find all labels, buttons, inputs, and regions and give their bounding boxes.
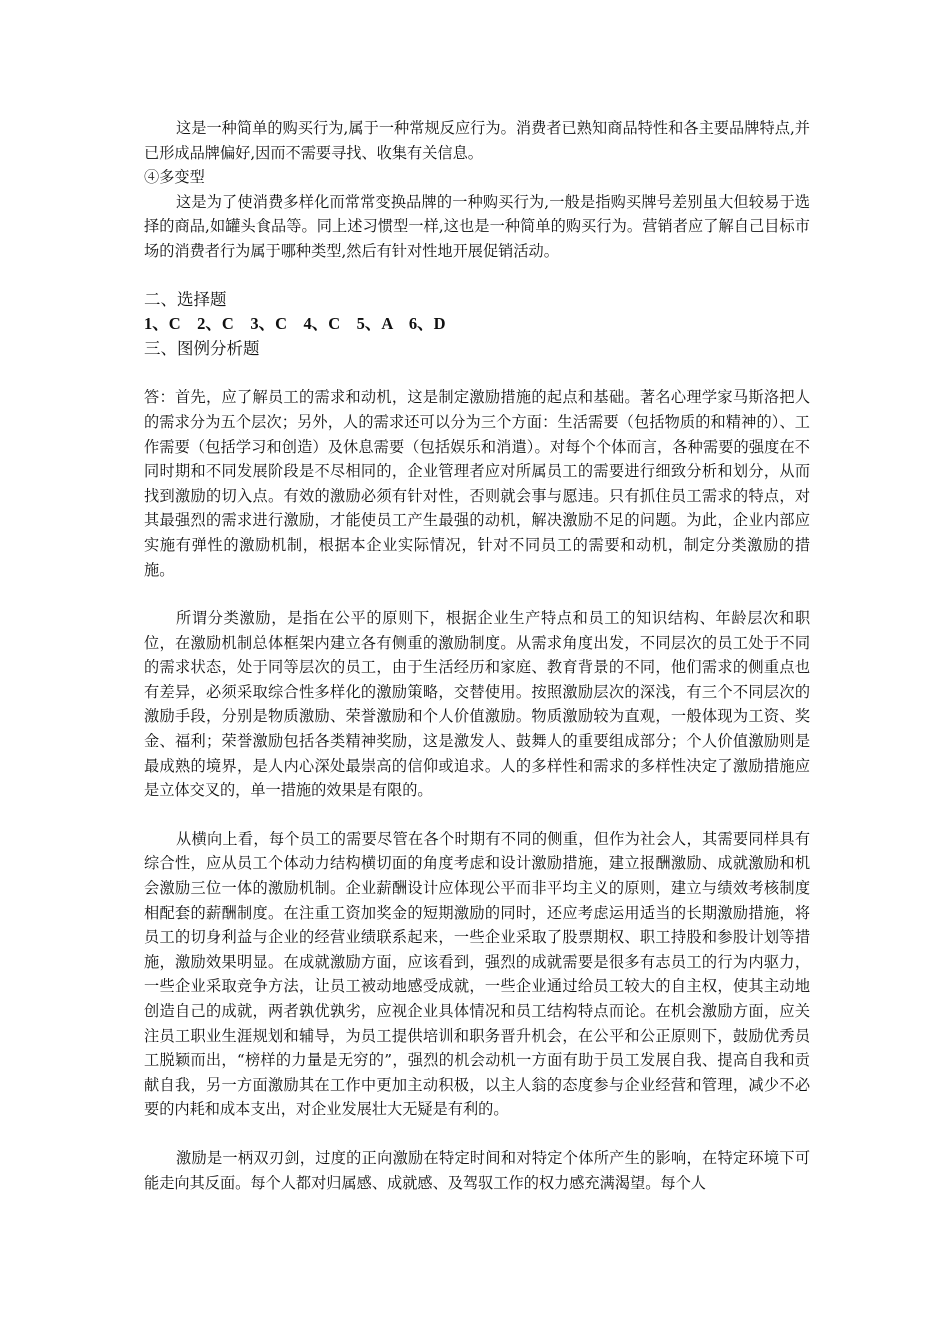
- choice-answers: 1、C 2、C 3、C 4、C 5、A 6、D: [144, 314, 446, 334]
- choice-section-heading: 二、选择题: [144, 289, 227, 309]
- case-analysis-heading: 三、图例分析题: [144, 338, 260, 358]
- answer-paragraph-1: 答：首先，应了解员工的需求和动机，这是制定激励措施的起点和基础。著名心理学家马斯洛把人的需求分为五个层次；另外，人的需求还可以分为三个方面：生活需要（包括物质的和精神的）、工作需要（包括学习和创造）及休息需要（包括娱乐和消遣）。对每个个体而言，各种需要的强度在不同时期和不同发展阶段是不尽相同的，企业管理者应对所属员工的需要进行细致分析和划分，从而找到激励的切入点。有效的激励必须有针对性，否则就会事与愿违。只有抓住员工需求的特点，对其最强烈的需求进行激励，才能使员工产生最强的动机，解决激励不足的问题。为此，企业内部应实施有弹性的激励机制，根据本企业实际情况，针对不同员工的需要和动机，制定分类激励的措施。: [144, 388, 810, 579]
- answer-paragraph-2: 所谓分类激励，是指在公平的原则下，根据企业生产特点和员工的知识结构、年龄层次和职位，在激励机制总体框架内建立各有侧重的激励制度。从需求角度出发，不同层次的员工处于不同的需求状态，处于同等层次的员工，由于生活经历和家庭、教育背景的不同，他们需求的侧重点也有差异，必须采取综合性多样化的激励策略，交替使用。按照激励层次的深浅，有三个不同层次的激励手段，分别是物质激励、荣誉激励和个人价值激励。物质激励较为直观，一般体现为工资、奖金、福利；荣誉激励包括各类精神奖励，这是激发人、鼓舞人的重要组成部分；个人价值激励则是最成熟的境界，是人内心深处最崇高的信仰或追求。人的多样性和需求的多样性决定了激励措施应是立体交叉的，单一措施的效果是有限的。: [144, 609, 810, 800]
- document-page: [144, 116, 810, 1195]
- habitual-type-paragraph: 这是一种简单的购买行为,属于一种常规反应行为。消费者已熟知商品特性和各主要品牌特点,并已形成品牌偏好,因而不需要寻找、收集有关信息。: [144, 119, 810, 162]
- spacer: [144, 264, 810, 288]
- variety-type-subtitle: ④多变型: [144, 168, 205, 187]
- answer-paragraph-4: 激励是一柄双刃剑，过度的正向激励在特定时间和对特定个体所产生的影响，在特定环境下可能走向其反面。每个人都对归属感、成就感、及驾驭工作的权力感充满渴望。每个人: [144, 1148, 810, 1192]
- spacer: [144, 803, 810, 827]
- answer-paragraph-3: 从横向上看，每个员工的需要尽管在各个时期有不同的侧重，但作为社会人，其需要同样具有综合性，应从员工个体动力结构横切面的角度考虑和设计激励措施，建立报酬激励、成就激励和机会激励三位一体的激励机制。企业薪酬设计应体现公平而非平均主义的原则，建立与绩效考核制度相配套的薪酬制度。在注重工资加奖金的短期激励的同时，还应考虑运用适当的长期激励措施，将员工的切身利益与企业的经营业绩联系起来，一些企业采取了股票期权、职工持股和参股计划等措施，激励效果明显。在成就激励方面，应该看到，强烈的成就需要是很多有志员工的行为内驱力，一些企业采取竞争方法，让员工被动地感受成就，一些企业通过给员工较大的自主权，使其主动地创造自己的成就，两者孰优孰劣，应视企业具体情况和员工结构特点而论。在机会激励方面，应关注员工职业生涯规划和辅导，为员工提供培训和职务晋升机会，在公平和公正原则下，鼓励优秀员工脱颖而出，“榜样的力量是无穷的”，强烈的机会动机一方面有助于员工发展自我、提高自我和贡献自我，另一方面激励其在工作中更加主动积极，以主人翁的态度参与企业经营和管理，减少不必要的内耗和成本支出，对企业发展壮大无疑是有利的。: [144, 829, 810, 1119]
- spacer: [144, 361, 810, 385]
- variety-type-paragraph: 这是为了使消费多样化而常常变换品牌的一种购买行为,一般是指购买牌号差别虽大但较易于选择的商品,如罐头食品等。同上述习惯型一样,这也是一种简单的购买行为。营销者应了解自己目标市场的消费者行为属于哪种类型,然后有针对性地开展促销活动。: [144, 192, 810, 260]
- spacer: [144, 582, 810, 606]
- spacer: [144, 1122, 810, 1146]
